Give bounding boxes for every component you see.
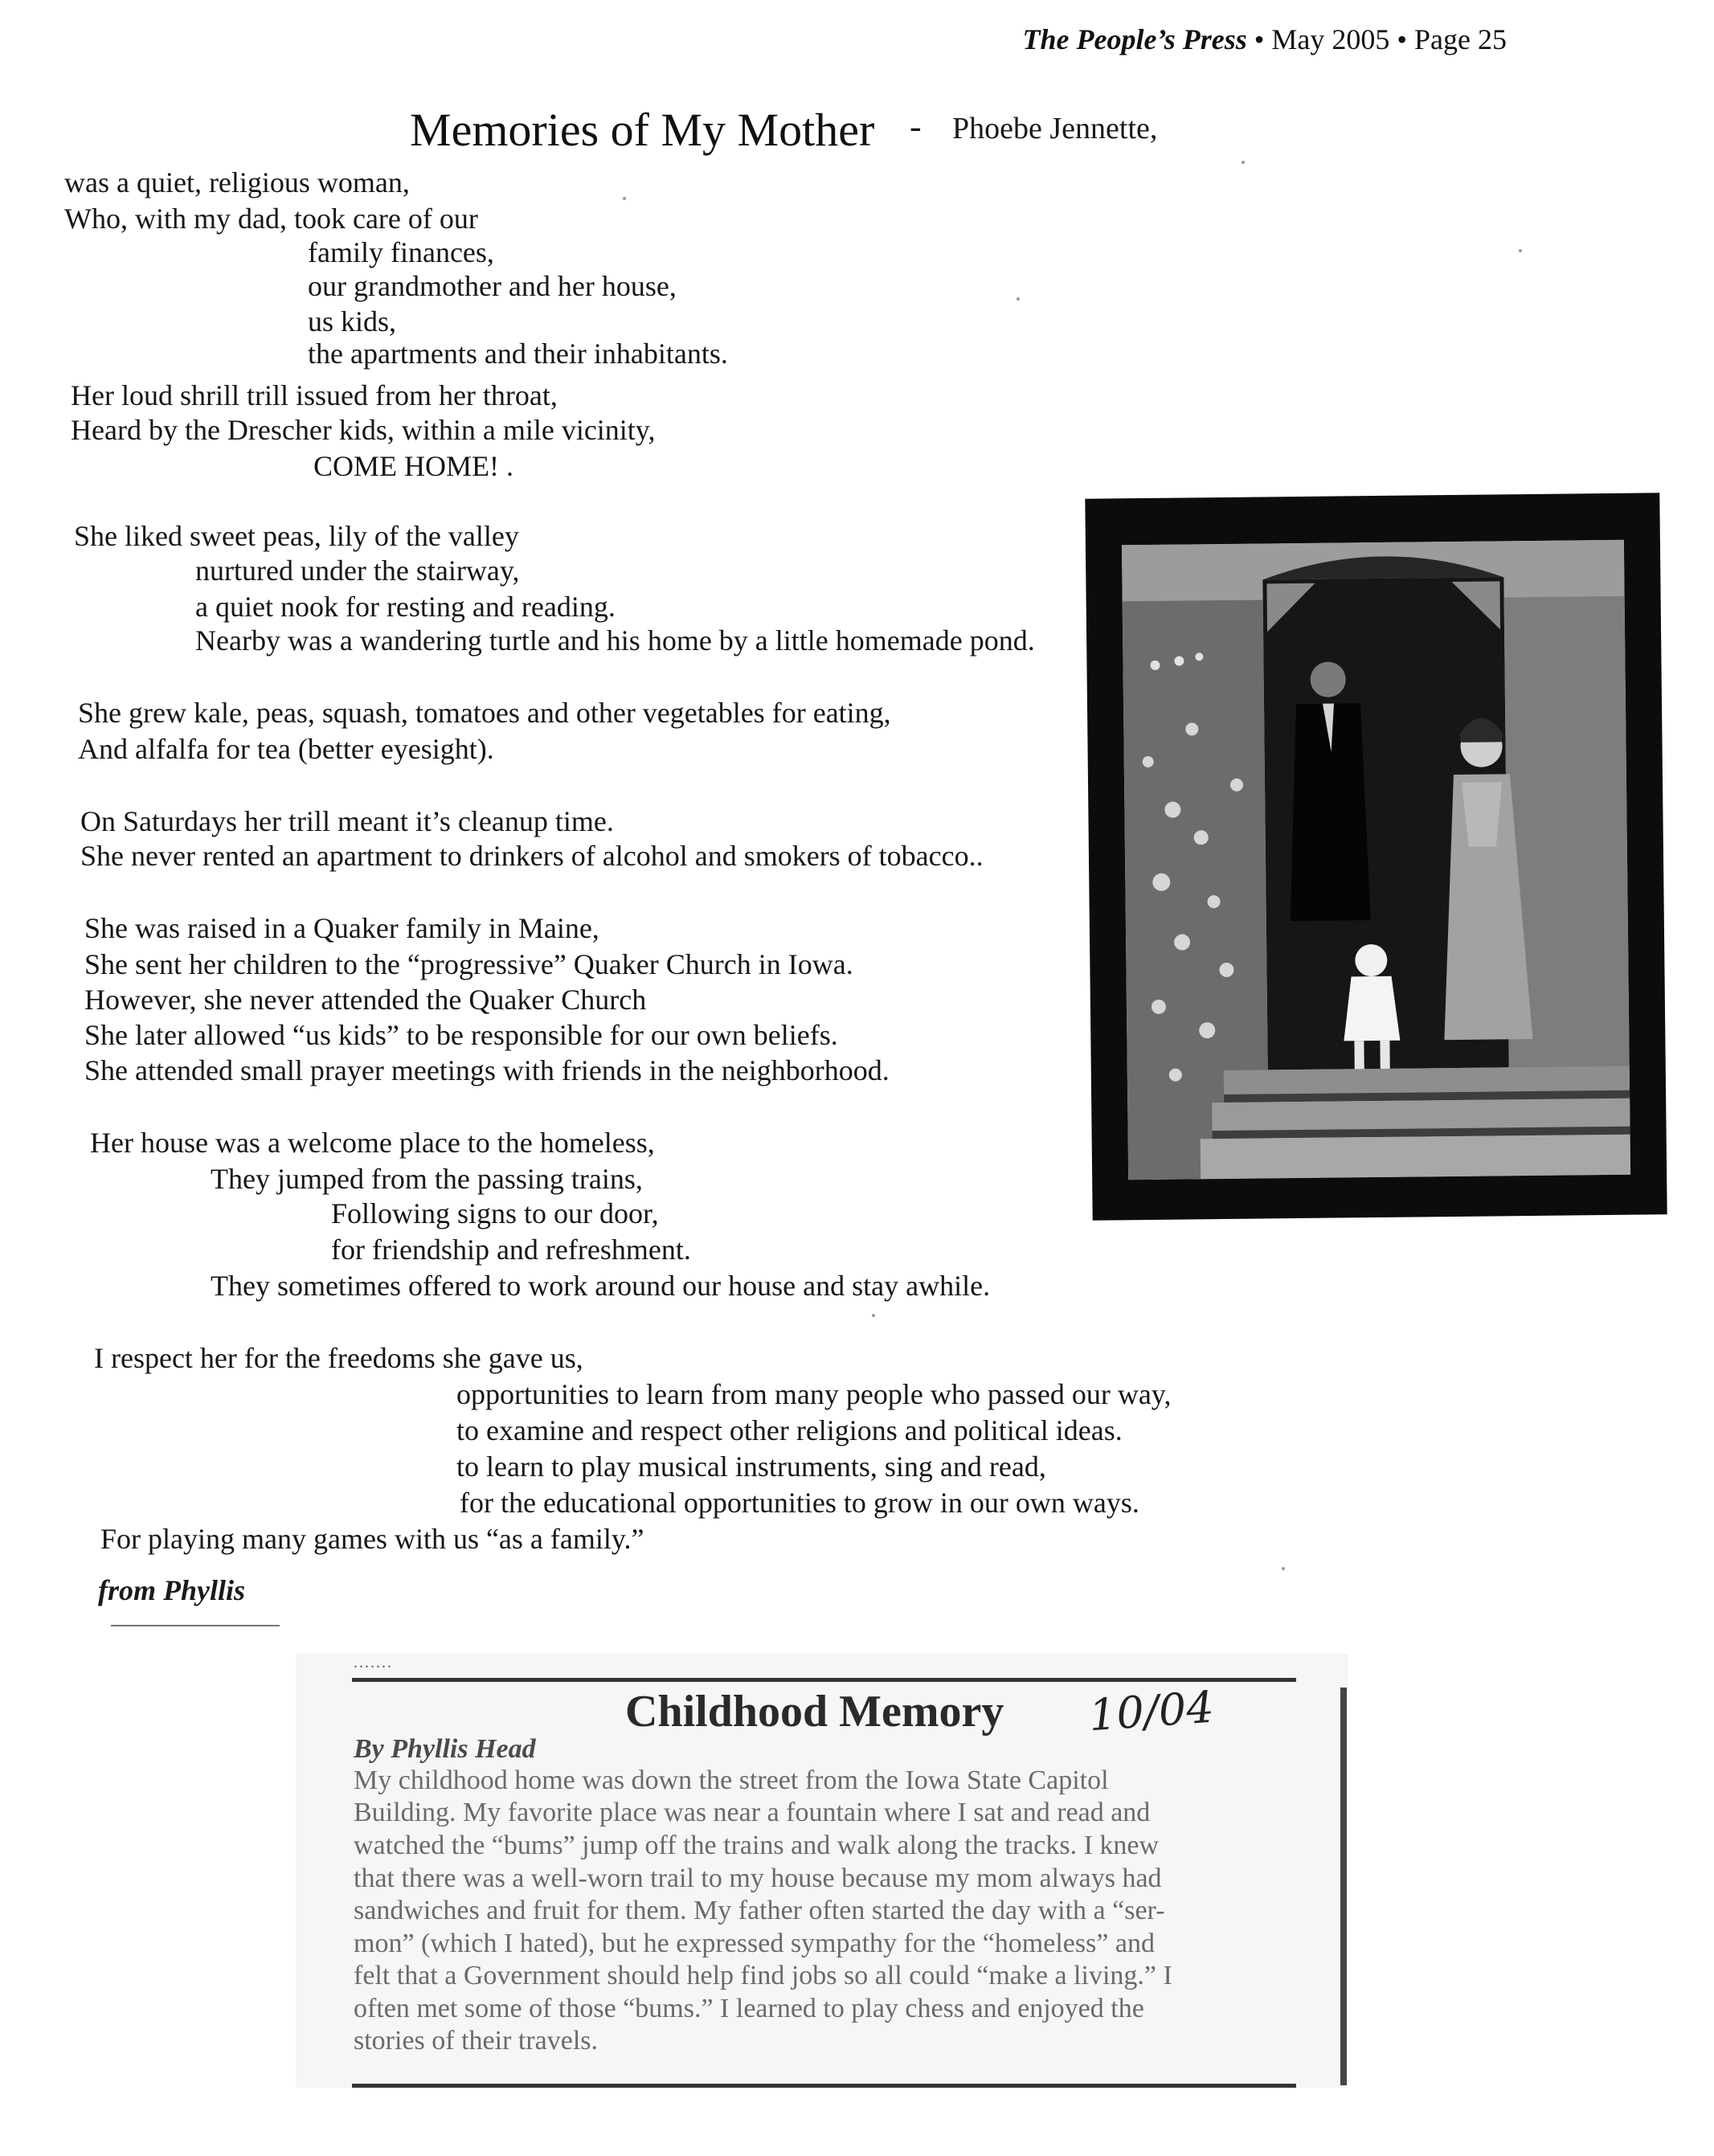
poem-line: Nearby was a wandering turtle and his home by a little homemade pond. [195,624,1035,657]
poem-line: Heard by the Drescher kids, within a mile vicinity, [71,414,656,446]
poem-line: They sometimes offered to work around our house and stay awhile. [211,1270,991,1302]
clipping-line: often met some of those “bums.” I learned to play chess and enjoyed the [354,1994,1144,2023]
clipping-line: watched the “bums” jump off the trains and walk along the tracks. I knew [354,1831,1160,1860]
poem-line: for the educational opportunities to grow in our own ways. [460,1487,1139,1519]
poem-line: She sent her children to the “progressive” Quaker Church in Iowa. [84,948,853,980]
scan-speck [623,197,626,200]
poem-line: the apartments and their inhabitants. [308,338,728,370]
page-header: The People’s Press • May 2005 • Page 25 [1022,23,1507,55]
poem-line: Her house was a welcome place to the homeless, [90,1127,655,1159]
poem-line: was a quiet, religious woman, [64,166,410,198]
poem-line: COME HOME! . [313,450,513,482]
poem-line: They jumped from the passing trains, [211,1163,643,1195]
poem-line: to examine and respect other religions and political ideas. [456,1414,1123,1446]
family-photo [1085,493,1667,1220]
clipping-line: My childhood home was down the street from the Iowa State Capitol [354,1765,1109,1795]
poem-line: our grandmother and her house, [308,270,677,302]
poem-line: She was raised in a Quaker family in Maine, [84,912,599,944]
poem-line: She grew kale, peas, squash, tomatoes and other vegetables for eating, [78,697,891,729]
poem-line: I respect her for the freedoms she gave us, [94,1342,583,1374]
signature: from Phyllis [98,1574,246,1606]
poem-line: for friendship and refreshment. [331,1233,691,1266]
clipping-line: that there was a well-worn trail to my house because my mom always had [354,1863,1162,1893]
poem-line: On Saturdays her trill meant it’s cleanup time. [80,805,614,837]
poem-line: For playing many games with us “as a family.” [100,1523,644,1555]
clipping-bottom-rule [352,2084,1296,2088]
poem-line: She liked sweet peas, lily of the valley [74,520,519,552]
article-title: Memories of My Mother [410,104,875,156]
poem-line: us kids, [308,305,397,338]
clipping-line: felt that a Government should help find jobs so all could “make a living.” I [354,1961,1172,1990]
poem-line: a quiet nook for resting and reading. [195,591,616,623]
clipping-top-rule [352,1678,1296,1682]
clipping-title: Childhood Memory [625,1687,1004,1737]
clipping-line: stories of their travels. [354,2026,599,2056]
poem-line: Following signs to our door, [331,1197,659,1229]
poem-line: She later allowed “us kids” to be responsible for our own beliefs. [84,1019,838,1051]
poem-line: She never rented an apartment to drinkers of alcohol and smokers of tobacco.. [80,840,984,872]
scan-speck [1242,161,1245,164]
scan-speck [1282,1567,1285,1570]
signature-rule [111,1625,280,1626]
handwritten-date: 10/04 [1086,1681,1216,1741]
clipping-line: sandwiches and fruit for them. My father often started the day with a “ser- [354,1896,1165,1925]
poem-line: nurtured under the stairway, [195,554,520,587]
photo-illustration [1122,540,1630,1180]
clipping-author: By Phyllis Head [354,1734,536,1764]
clipping-dots: ....... [354,1654,393,1671]
poem-line: However, she never attended the Quaker Church [84,984,647,1016]
poem-line: opportunities to learn from many people who passed our way, [456,1378,1172,1410]
clipping-line: Building. My favorite place was near a fountain where I sat and read and [354,1798,1151,1827]
poem-line: And alfalfa for tea (better eyesight). [78,733,494,765]
article-subject: Phoebe Jennette, [952,112,1158,145]
poem-line: She attended small prayer meetings with friends in the neighborhood. [84,1054,890,1086]
poem-line: to learn to play musical instruments, sing and read, [456,1450,1046,1483]
photo-image [1122,540,1630,1180]
scan-speck [1017,297,1020,301]
publication-name: The People’s Press [1022,23,1247,55]
scan-speck [872,1314,875,1317]
poem-line: Who, with my dad, took care of our [64,203,478,235]
issue-date: May 2005 [1271,23,1390,55]
clipping-right-rule [1340,1688,1347,2085]
poem-line: family finances, [308,236,494,268]
scan-speck [1519,249,1522,252]
poem-line: Her loud shrill trill issued from her throat, [71,379,558,411]
clipping-line: mon” (which I hated), but he expressed sympathy for the “homeless” and [354,1929,1156,1958]
title-dash: - [910,107,922,146]
page-number: Page 25 [1414,23,1507,55]
